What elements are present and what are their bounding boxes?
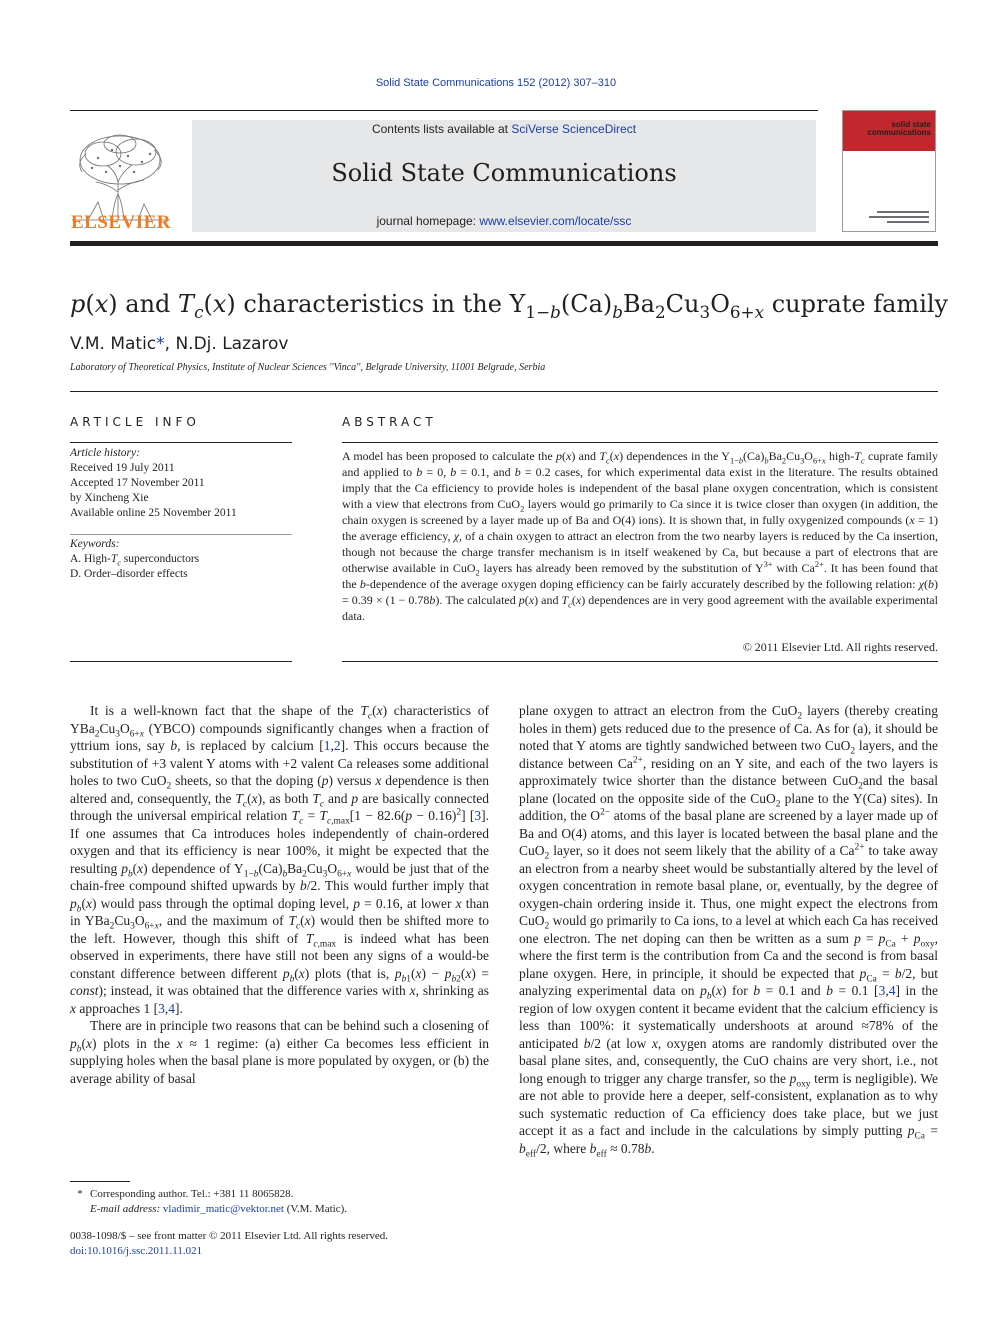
abstract-rule [342, 442, 938, 443]
contents-availability: Contents lists available at SciVerse ScienceDirect [371, 122, 637, 136]
front-matter [70, 1229, 490, 1259]
corresponding-author-marker[interactable]: * [156, 334, 165, 354]
body-column-left [70, 702, 489, 1087]
author-affiliation: Laboratory of Theoretical Physics, Institute of Nuclear Sciences ''Vinca'', Belgrade University, 11001 Belgrade, Serbia [70, 362, 546, 373]
cover-title: solid state communications [867, 120, 931, 137]
header-thick-rule [70, 241, 938, 246]
homepage-link[interactable]: www.elsevier.com/locate/ssc [479, 214, 632, 228]
email-link[interactable]: vladimir_matic@vektor.net [162, 1203, 284, 1215]
keywords [70, 537, 292, 582]
history-label: Article history: [70, 447, 140, 459]
article-history [70, 446, 292, 521]
body-paragraph: plane oxygen to attract an electron from the CuO$_2$ layers (thereby creating holes in them) gets reduced due to the presence of Ca. As for (a), it should be noted that Y atoms are tightly sandwiched between two CuO$_2$ layers, and the distance between $Ca^{2+}$, residing on an Y site, and each of the two layers is approximately twice shorter than the distance between CuO$_2$and the basal plane (located on the opposite side of the CuO$_2$ plane to the Y(Ca) sites). In addition, the $O^{2-}$ atoms of the basal plane are screened by a layer made up of Ba and O(4) atoms, and this layer is located between the basal plane and the CuO$_2$ layer, so it does not seem likely that the ability of a $Ca^{2+}$ to take away an electron from a nearby sheet would be substantially altered by the level of oxygen concentration in remote basal plane, or, eventually, by the degree of oxygen-chain ordering inside it. Thus, one might expect the electrons from CuO$_2$ would go primarily to Ca ions, to a level at which each Ca has received one electron. The net doping can then be written as a sum $p = p_{Ca} + p_{oxy}$, where the first term is the contribution from Ca and the second is from basal plane oxygen. Here, in principle, it should be expected that $p_{Ca} = b/2$, but analyzing experimental data on $p_b(x)$ for b = 0.1 and b = 0.1 [3,4] in the region of low oxygen content it became evident that the calcium efficiency is less than 100%: it systematically undershoots at around ≈78% of the anticipated b/2 (at low x, oxygen atoms are randomly distributed over the basal plane sites, and, consequently, the CuO chains are very short, i.e., not long enough to trigger any charge transfer, so the $p_{oxy}$ term is negligible). We are not able to provide here a deeper, self-consistent, explanation as to why such systematic reduction of Ca efficiency does take place, but we just accept it as a fact and include in the calculations by simply putting $p_{Ca} = b_{eff}/2$, where $b_{eff} \approx 0.78b$. [519, 703, 939, 1160]
history-accepted: Accepted 17 November 2011 [70, 477, 205, 489]
sciencedirect-link[interactable]: SciVerse ScienceDirect [511, 122, 637, 136]
article-info-heading: ARTICLE INFO [70, 415, 200, 429]
footnote-marker: * [77, 1188, 83, 1200]
abstract-copyright: © 2011 Elsevier Ltd. All rights reserved. [742, 640, 938, 654]
keyword-item: A. High-$T_c$ superconductors [70, 553, 200, 568]
history-editor: by Xincheng Xie [70, 492, 149, 504]
keywords-label: Keywords: [70, 538, 120, 550]
article-authors: V.M. Matic*, N.Dj. Lazarov [70, 334, 289, 354]
history-online: Available online 25 November 2011 [70, 507, 237, 519]
keyword-item: D. Order–disorder effects [70, 568, 188, 580]
body-column-right [519, 702, 939, 1160]
journal-cover-thumbnail [842, 110, 936, 232]
journal-homepage: journal homepage: www.elsevier.com/locate/ssc [376, 214, 632, 228]
history-received: Received 19 July 2011 [70, 462, 175, 474]
cover-footer-lines-icon [847, 207, 931, 227]
article-title: p(x) and $T_c(x)$ characteristics in the $Y_{1-b}(Ca)_bBa_2Cu_3O_{6+x}$ cuprate family [70, 290, 949, 322]
footnote-author: * Corresponding author. Tel.: +381 11 8065828. [70, 1187, 490, 1202]
doi-link[interactable]: doi:10.1016/j.ssc.2011.11.021 [70, 1245, 203, 1257]
section-rule [70, 391, 938, 392]
header-rule [70, 110, 818, 111]
abstract-text: A model has been proposed to calculate the p(x) and $T_c(x)$ dependences in the $Y_{1-b}(Ca)_bBa_2Cu_3O_{6+x}$ high-$T_c$ cuprate family and applied to b = 0, b = 0.1, and b = 0.2 cases, for which experimental data exist in the literature. The results obtained imply that the Ca efficiency to provide holes is independent of the basal plane oxygen concentration, which is consistent with a view that electrons from CuO$_2$ layers would go primarily to Ca since it is twice closer than oxygen (in addition, the chain oxygen is screened by a layer made up of Ba and O(4) ions). It is shown that, in fully oxygenized compounds (x = 1) the average efficiency, χ, of a chain oxygen to attract an electron from the two nearby layers is reduced by the Ca insertion, though not because the charge transfer mechanism is in itself weakened by Ca, but because a part of electrons that are otherwise available in CuO$_2$ layers has already been removed by the substitution of $Y^{3+}$ with $Ca^{2+}$. It has been found that the b-dependence of the average oxygen doping efficiency can be fairly accurately described by the following relation: χ(b) = 0.39 × (1 − 0.78b). The calculated p(x) and $T_c(x)$ dependences are in very good agreement with the available experimental data. [342, 449, 938, 623]
journal-name: Solid State Communications [331, 159, 677, 187]
publisher-logo-text: ELSEVIER [70, 212, 172, 233]
article-info-rule [70, 442, 292, 443]
article-info-divider [70, 534, 292, 535]
body-paragraph: It is a well-known fact that the shape of the $T_c(x)$ characteristics of $YBa_2Cu_3O_{6+x}$ (YBCO) compounds significantly changes when a fraction of yttrium ions, say b, is replaced by calcium [1,2]. This occurs because the substitution of +3 valent Y atoms with +2 valent Ca releases some additional holes to two CuO$_2$ sheets, so that the doping (p) versus x dependence is then altered and, consequently, the $T_c(x)$, as both $T_c$ and p are basically connected through the universal empirical relation $T_c = T_{c,max}[1 - 82.6(p - 0.16)^2]$ [3]. If one assumes that Ca introduces holes independently of chain-ordered oxygen and that its efficiency is near 100%, it might be expected that the resulting $p_b(x)$ dependence of $Y_{1-b}(Ca)_bBa_2Cu_3O_{6+x}$ would be just that of the chain-free compound shifted upwards by b/2. This would further imply that $p_b(x)$ would pass through the optimal doping level, p = 0.16, at lower x than in $YBa_2Cu_3O_{6+x}$, and the maximum of $T_c(x)$ would then be shifted more to the left. However, though this shift of $T_{c,max}$ is indeed what has been observed in experiments, there have still not been any signs of a would-be constant difference between different $p_b(x)$ plots (that is, $p_{b1}(x) - p_{b2}(x)$ = const); instead, it was obtained that the difference varies with x, shrinking as x approaches 1 [3,4]. [70, 703, 490, 1016]
abstract-rule-bottom [342, 661, 938, 662]
footnote-email: E-mail address: vladimir_matic@vektor.net (V.M. Matic). [90, 1203, 347, 1215]
journal-citation[interactable]: Solid State Communications 152 (2012) 307–310 [375, 77, 617, 89]
issn-line: 0038-1098/$ – see front matter © 2011 Elsevier Ltd. All rights reserved. [70, 1230, 389, 1242]
footnote [70, 1187, 490, 1217]
body-paragraph: There are in principle two reasons that can be behind such a closening of $p_b(x)$ plots in the x ≈ 1 regime: (a) either Ca becomes less efficient in supplying holes when the basal plane is more populated by oxygen, or (b) the average ability of basal [70, 1018, 490, 1086]
footnote-rule [70, 1181, 130, 1182]
abstract-heading: ABSTRACT [342, 415, 437, 429]
article-info-rule-bottom [70, 661, 292, 662]
